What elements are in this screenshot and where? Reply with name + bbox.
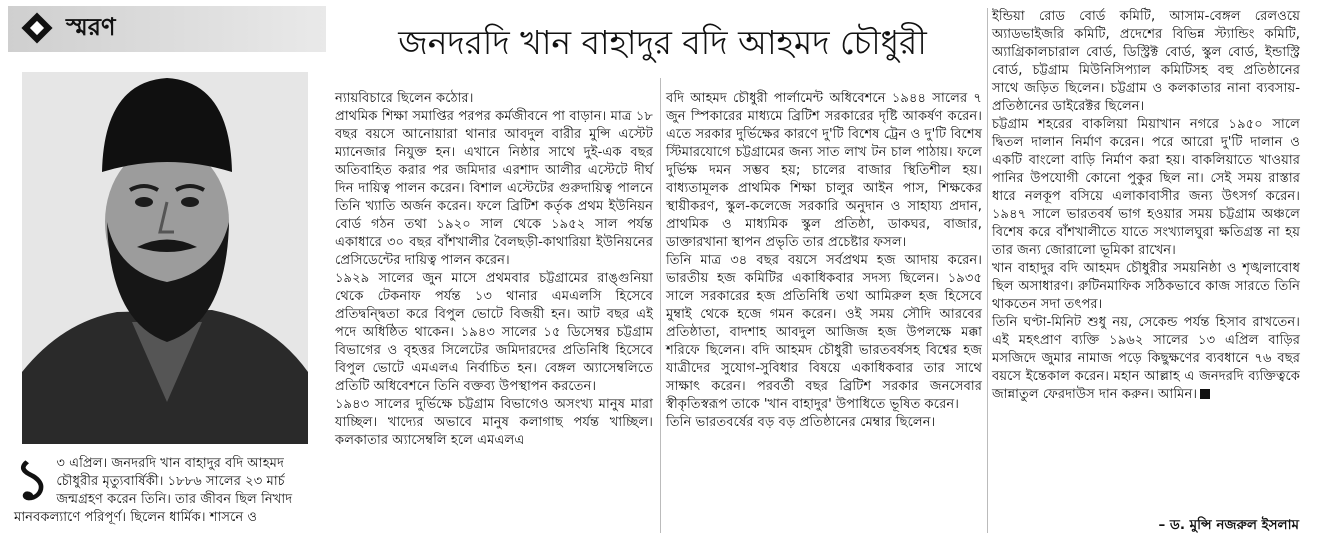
paragraph: চট্টগ্রাম শহরের বাকলিয়া মিয়াখান নগরে ১৯৫০ সালে দ্বিতল দালান নির্মাণ করেন। পরে আরো দু'টি দালান ও একটি বাংলো বাড়ি নির্মাণ করা হয়। বাকলিয়াতে খাওয়ার পানির উপযোগী কোনো পুকুর ছিল না। সেই সময় রাস্তার ধারে নলকূপ বসিয়ে এলাকাবাসীর জন্য উৎসর্গ করেন। ১৯৪৭ সালে ভারতবর্ষ ভাগ হওয়ার সময় চট্টগ্রাম অঞ্চলে বিশেষ করে বাঁশখালীতে যাতে সংখ্যালঘুরা ক্ষতিগ্রস্ত না হয় তার জন্য জোরালো ভূমিকা রাখেন।: [992, 117, 1300, 258]
paragraph: তিনি মাত্র ৩৪ বছর বয়সে সর্বপ্রথম হজ আদায় করেন। ভারতীয় হজ কমিটির একাধিকবার সদস্য ছিলেন। ১৯৩৫ সালে সরকারের হজ প্রতিনিধি তথা আমিরুল হজ হিসেবে মুম্বাই থেকে হজে গমন করেন। ওই সময় সৌদি আরবের প্রতিষ্ঠাতা, বাদশাহ আবদুল আজিজ হজ উপলক্ষে মক্কা শরিফে ছিলেন। বদি আহমদ চৌধুরী ভারতবর্ষসহ বিশ্বের হজ যাত্রীদের সুযোগ-সুবিধার বিষয়ে একাধিকবার তার সাথে সাক্ষাৎ করেন। পরবর্তী বছর ব্রিটিশ সরকার জনসেবার স্বীকৃতিস্বরূপ তাকে 'খান বাহাদুর' উপাধিতে ভূষিত করেন।: [666, 253, 982, 412]
article-column-1: [335, 90, 653, 450]
section-label: স্মরণ: [66, 13, 116, 41]
paragraph: খান বাহাদুর বদি আহমদ চৌধুরীর সময়নিষ্ঠা ও শৃঙ্খলাবোধ ছিল অসাধারণ। রুটিনমাফিক সঠিকভাবে কাজ সারতে তিনি থাকতেন সদা তৎপর।: [992, 261, 1300, 312]
portrait-photo: [22, 72, 308, 444]
paragraph: ইন্ডিয়া রোড বোর্ড কমিটি, আসাম-বেঙ্গল রেলওয়ে অ্যাডভাইজরি কমিটি, প্রদেশের বিভিন্ন স্ট্যান্ডিং কমিটি, অ্যাগ্রিকালচারাল বোর্ড, ডিস্ট্রিক্ট বোর্ড, স্কুল বোর্ড, ইন্ডাস্ট্রি বোর্ড, চট্টগ্রাম মিউনিসিপ্যাল কমিটিসহ বহু প্রতিষ্ঠানের সাথে জড়িত ছিলেন। চট্টগ্রাম ও কলকাতার নানা ব্যবসায়- প্রতিষ্ঠানের ডাইরেক্টর ছিলেন।: [992, 9, 1300, 114]
paragraph-text: তিনি ঘণ্টা-মিনিট শুধু নয়, সেকেন্ড পর্যন্ত হিসাব রাখতেন। এই মহৎপ্রাণ ব্যক্তি ১৯৬২ সালের ১৩ এপ্রিল বাড়ির মসজিদে জুমার নামাজ পড়ে কিছুক্ষণের ব্যবধানে ৭৬ বছর বয়সে ইন্তেকাল করেন। মহান আল্লাহ এ জনদরদি ব্যক্তিত্বকে জান্নাতুল ফেরদাউস দান করুন। আমিন।: [992, 315, 1300, 402]
end-mark-icon: [1200, 389, 1210, 399]
paragraph: প্রাথমিক শিক্ষা সমাপ্তির পরপর কর্মজীবনে পা বাড়ান। মাত্র ১৮ বছর বয়সে আনোয়ারা থানার আবদুল বারীর মুন্সি এস্টেট ম্যানেজার নিযুক্ত হন। এখানে নিষ্ঠার সাথে দুই-এক বছর অতিবাহিত করার পর জমিদার এরশাদ আলীর এস্টেটে দীর্ঘ দিন দায়িত্ব পালন করেন। বিশাল এস্টেটের গুরুদায়িত্ব পালনে তিনি খ্যাতি অর্জন করেন। ফলে ব্রিটিশ কর্তৃক প্রথম ইউনিয়ন বোর্ড গঠন তথা ১৯২০ সাল থেকে ১৯৫২ সাল পর্যন্ত একাধারে ৩০ বছর বাঁশখালীর বৈলছড়ী-কাথারিয়া ইউনিয়নের প্রেসিডেন্টের দায়িত্ব পালন করেন।: [335, 109, 653, 268]
author-byline: – ড. মুন্সি নজরুল ইসলাম: [1158, 517, 1299, 533]
lead-text: ৩ এপ্রিল। জনদরদি খান বাহাদুর বদি আহমদ চৌধুরীর মৃত্যুবার্ষিকী। ১৮৮৬ সালের ২৩ মার্চ জন্মগ্রহণ করেন তিনি। তার জীবন ছিল নিখাদ মানবকল্যাণে পরিপূর্ণ। ছিলেন ধার্মিক। শাসনে ও: [14, 456, 293, 525]
paragraph: ১৯২৯ সালের জুন মাসে প্রথমবার চট্টগ্রামের রাঙ্গুনিয়া থেকে টেকনাফ পর্যন্ত ১৩ থানার এমএলসি হিসেবে প্রতিদ্বন্দ্বিতা করে বিপুল ভোটে বিজয়ী হন। আট বছর এই পদে অধিষ্ঠিত থাকেন। ১৯৪৩ সালের ১৫ ডিসেম্বর চট্টগ্রাম বিভাগের ও বৃহত্তর সিলেটের জমিদারদের প্রতিনিধি হিসেবে বিপুল ভোটে এমএলএ নির্বাচিত হন। বেঙ্গল অ্যাসেম্বলিতে প্রতিটি অধিবেশনে তিনি বক্তব্য উপস্থাপন করতেন।: [335, 271, 653, 394]
column-divider: [660, 78, 661, 533]
article-column-3: [992, 8, 1300, 404]
paragraph: ১৯৪৩ সালের দুর্ভিক্ষে চট্টগ্রাম বিভাগেও অসংখ্য মানুষ মারা যাচ্ছিল। খাদ্যের অভাবে মানুষ কলাগাছ পর্যন্ত খাচ্ছিল। কলকাতার অ্যাসেম্বলি হলে এমএলএ: [335, 397, 653, 448]
section-header: [8, 6, 326, 52]
article-column-2: [666, 90, 982, 432]
paragraph: তিনি ভারতবর্ষের বড় বড় প্রতিষ্ঠানের মেম্বার ছিলেন।: [666, 415, 936, 430]
diamond-icon: [24, 15, 52, 43]
paragraph: ন্যায়বিচারে ছিলেন কঠোর।: [335, 91, 474, 106]
lead-paragraph: [14, 448, 319, 527]
paragraph: বদি আহমদ চৌধুরী পার্লামেন্ট অধিবেশনে ১৯৪৪ সালের ৭ জুন স্পিকারের মাধ্যমে ব্রিটিশ সরকারের দৃষ্টি আকর্ষণ করেন। এতে সরকার দুর্ভিক্ষের কারণে দু'টি বিশেষ ট্রেন ও দু'টি বিশেষ স্টিমারযোগে চট্টগ্রামের জন্য সাত লাখ টন চাল পাঠায়। ফলে দুর্ভিক্ষ দমন সম্ভব হয়; চালের বাজার স্থিতিশীল হয়। বাধ্যতামূলক প্রাথমিক শিক্ষা চালুর আইন পাস, শিক্ষকের স্থায়ীকরণ, স্কুল-কলেজে সরকারি অনুদান ও সাহায্য প্রদান, প্রাথমিক ও মাধ্যমিক স্কুল প্রতিষ্ঠা, ডাকঘর, বাজার, ডাক্তারখানা স্থাপন প্রভৃতি তার প্রচেষ্টার ফসল।: [666, 91, 982, 250]
drop-cap: ১: [14, 448, 51, 513]
paragraph: [992, 314, 1300, 404]
column-divider: [987, 8, 988, 533]
article-headline: জনদরদি খান বাহাদুর বদি আহমদ চৌধুরী: [398, 23, 927, 62]
